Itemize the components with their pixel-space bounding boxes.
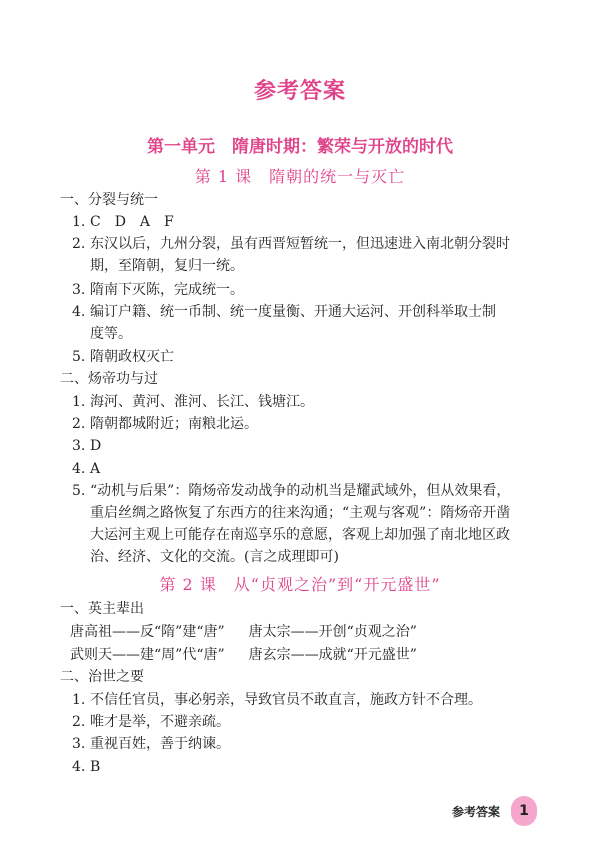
section-heading: 二、炀帝功与过 (60, 371, 158, 387)
footer-label: 参考答案 (452, 805, 501, 819)
answer-item: 1. C D A F (72, 214, 174, 230)
answer-continuation: 重启丝绸之路恢复了东西方的往来沟通；“主观与客观”：隋炀帝开凿 (90, 505, 511, 521)
answer-continuation: 度等。 (90, 326, 132, 342)
lesson-1-title: 第 1 课 隋朝的统一与灭亡 (194, 167, 406, 186)
answer-item: 5. “动机与后果”：隋炀帝发动战争的动机当是耀武域外，但从效果看， (72, 483, 511, 499)
answer-item: 5. 隋朝政权灭亡 (72, 349, 174, 365)
answer-item: 3. 隋南下灭陈，完成统一。 (72, 282, 244, 298)
section-heading: 二、治世之要 (60, 669, 144, 685)
section-heading: 一、英主辈出 (60, 601, 144, 617)
emperor-pair-row: 武则天——建“周”代“唐” 唐玄宗——成就“开元盛世” (70, 647, 417, 663)
answer-item: 1. 海河、黄河、淮河、长江、钱塘江。 (72, 394, 314, 410)
answer-item: 1. 不信任官员，事必躬亲，导致官员不敢直言，施政方针不合理。 (72, 692, 482, 708)
emperor-pair-row: 唐高祖——反“隋”建“唐” 唐太宗——开创“贞观之治” (70, 624, 417, 640)
answer-continuation: 治、经济、文化的交流。(言之成理即可) (90, 549, 339, 565)
answer-item: 4. B (72, 759, 101, 775)
unit-title: 第一单元 隋唐时期：繁荣与开放的时代 (147, 137, 453, 157)
lesson-2-title: 第 2 课 从“贞观之治”到“开元盛世” (159, 575, 441, 594)
answer-item: 2. 唯才是举，不避亲疏。 (72, 714, 230, 730)
answer-continuation: 大运河主观上可能存在南巡享乐的意愿，客观上却加强了南北地区政 (90, 527, 510, 543)
section-heading: 一、分裂与统一 (60, 192, 158, 208)
answer-item: 2. 东汉以后，九州分裂，虽有西晋短暂统一，但迅速进入南北朝分裂时 (72, 236, 510, 252)
answer-item: 3. 重视百姓，善于纳谏。 (72, 736, 230, 752)
answer-item: 4. A (72, 461, 101, 477)
answer-continuation: 期，至隋朝，复归一统。 (90, 258, 244, 274)
answer-item: 4. 编订户籍、统一币制、统一度量衡、开通大运河、开创科举取士制 (72, 304, 496, 320)
answer-item: 2. 隋朝都城附近；南粮北运。 (72, 416, 258, 432)
page-title: 参考答案 (253, 79, 346, 104)
page-number-badge: 1 (511, 796, 537, 826)
answer-item: 3. D (72, 438, 102, 454)
